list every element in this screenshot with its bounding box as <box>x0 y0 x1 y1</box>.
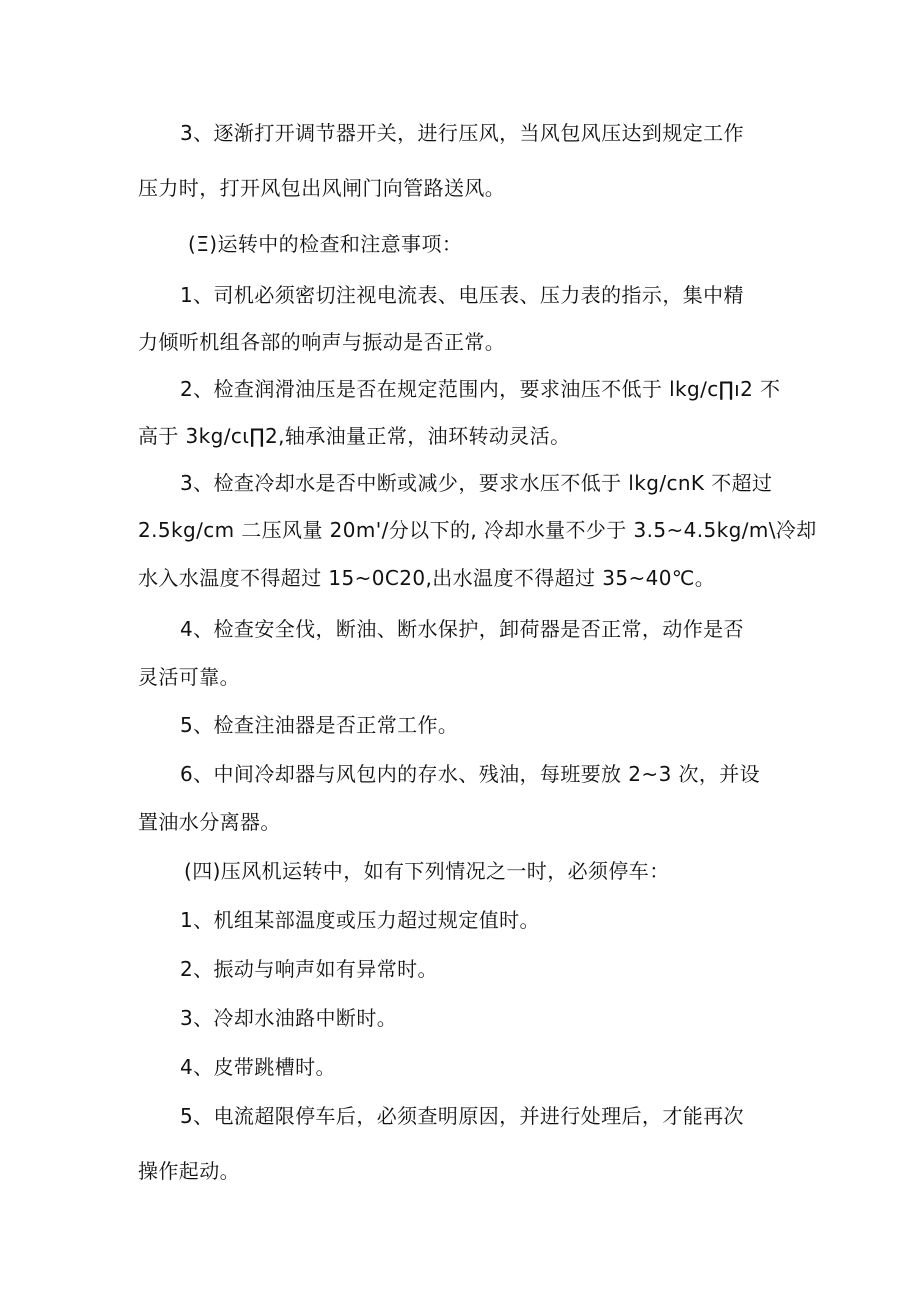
text-line: 1、司机必须密切注视电流表、电压表、压力表的指示，集中精 <box>180 283 744 307</box>
text-line: 5、检查注油器是否正常工作。 <box>180 713 459 737</box>
text-line: 6、中间冷却器与风包内的存水、残油，每班要放 2~3 次，并设 <box>180 762 761 786</box>
text-line: 高于 3kg∕cι∏2,轴承油量正常，油环转动灵活。 <box>138 424 571 448</box>
text-line: 压力时，打开风包出风闸门向管路送风。 <box>138 176 506 200</box>
text-line: 力倾听机组各部的响声与振动是否正常。 <box>138 330 506 354</box>
text-line: 3、检查冷却水是否中断或减少，要求水压不低于 lkg/cnK 不超过 <box>180 471 773 495</box>
text-line: 操作起动。 <box>138 1159 240 1183</box>
text-line: 4、检查安全伐，断油、断水保护，卸荷器是否正常，动作是否 <box>180 617 744 641</box>
text-line: 1、机组某部温度或压力超过规定值时。 <box>180 908 540 932</box>
text-line: 5、电流超限停车后，必须查明原因，并进行处理后，才能再次 <box>180 1104 744 1128</box>
text-line: 2、振动与响声如有异常时。 <box>180 957 438 981</box>
section-heading: (四)压风机运转中，如有下列情况之一时，必须停车： <box>184 859 670 883</box>
text-line: 3、冷却水油路中断时。 <box>180 1006 398 1030</box>
text-line: 3、逐渐打开调节器开关，进行压风，当风包风压达到规定工作 <box>180 121 744 145</box>
text-line: 水入水温度不得超过 15~0C20,出水温度不得超过 35~40℃。 <box>138 566 716 590</box>
text-line: 灵活可靠。 <box>138 665 240 689</box>
text-line: 4、皮带跳槽时。 <box>180 1055 336 1079</box>
text-line: 置油水分离器。 <box>138 810 281 834</box>
text-line: 2.5kg∕cm 二压风量 20m'/分以下的, 冷却水量不少于 3.5~4.5kg∕m\冷却 <box>138 518 817 542</box>
text-line: 2、检查润滑油压是否在规定范围内，要求油压不低于 lkg∕c∏ı2 不 <box>180 377 781 401</box>
section-heading: (Ξ)运转中的检查和注意事项： <box>188 232 463 256</box>
